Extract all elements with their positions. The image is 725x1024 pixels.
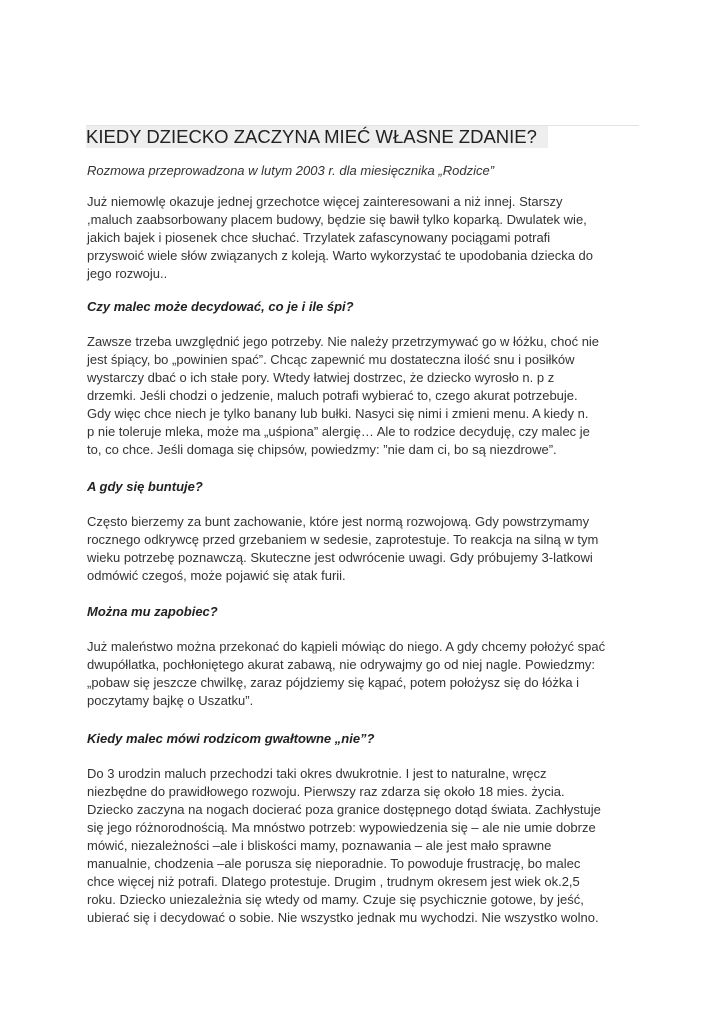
text-line: manualnie, chodzenia –ale porusza się nieporadnie. To powoduje frustrację, bo malec	[87, 856, 581, 871]
section-paragraph	[87, 638, 647, 710]
section-heading: A gdy się buntuje?	[87, 479, 203, 494]
article-subtitle: Rozmowa przeprowadzona w lutym 2003 r. dla miesięcznika „Rodzice”	[87, 163, 495, 178]
text-line: mówić, niezależności –ale i bliskości mamy, poznawania – ale jest mało sprawne	[87, 838, 552, 853]
section-heading: Można mu zapobiec?	[87, 604, 218, 619]
text-line: jakich bajek i piosenek chce słuchać. Trzylatek zafascynowany pociągami potrafi	[87, 230, 551, 245]
text-line: Dziecko zaczyna na nogach docierać poza granice dostępnego dotąd świata. Zachłystuje	[87, 802, 601, 817]
text-line: ubierać się i decydować o sobie. Nie wszystko jednak mu wychodzi. Nie wszystko wolno.	[87, 910, 599, 925]
article-title: KIEDY DZIECKO ZACZYNA MIEĆ WŁASNE ZDANIE?	[86, 126, 548, 148]
text-line: Już niemowlę okazuje jednej grzechotce więcej zainteresowani a niż innej. Starszy	[87, 194, 563, 209]
intro-paragraph	[87, 193, 647, 283]
section-paragraph	[87, 765, 647, 927]
text-line: Gdy więc chce niech je tylko banany lub bułki. Nasyci się nimi i zmieni menu. A kiedy n.	[87, 406, 589, 421]
text-line: przyswoić wiele słów związanych z koleją. Warto wykorzystać te upodobania dziecka do	[87, 248, 594, 263]
section-heading: Czy malec może decydować, co je i ile śpi?	[87, 299, 354, 314]
text-line: dwupółlatka, pochłoniętego akurat zabawą, nie odrywajmy go od niej nagle. Powiedzmy:	[87, 657, 596, 672]
text-line: jest śpiący, bo „powinien spać”. Chcąc zapewnić mu dostateczna ilość snu i posiłków	[87, 352, 575, 367]
text-line: roku. Dziecko uniezależnia się wtedy od mamy. Czuje się psychicznie gotowe, by jeść,	[87, 892, 584, 907]
text-line: drzemki. Jeśli chodzi o jedzenie, maluch potrafi wybierać to, czego akurat potrzebuje.	[87, 388, 578, 403]
text-line: rocznego odkrywcę przed grzebaniem w sedesie, zaprotestuje. To reakcja na silną w tym	[87, 532, 599, 547]
text-line: odmówić czegoś, może pojawić się atak furii.	[87, 568, 346, 583]
text-line: niezbędne do prawidłowego rozwoju. Pierwszy raz zdarza się około 18 mies. życia.	[87, 784, 565, 799]
text-line: wystarczy dbać o ich stałe pory. Wtedy łatwiej dostrzec, że dziecko wyrosło n. p z	[87, 370, 555, 385]
text-line: Do 3 urodzin maluch przechodzi taki okres dwukrotnie. I jest to naturalne, wręcz	[87, 766, 547, 781]
text-line: „pobaw się jeszcze chwilkę, zaraz pójdziemy się kąpać, potem położysz się do łóżka i	[87, 675, 580, 690]
text-line: Już maleństwo można przekonać do kąpieli mówiąc do niego. A gdy chcemy położyć spać	[87, 639, 606, 654]
text-line: Często bierzemy za bunt zachowanie, które jest normą rozwojową. Gdy powstrzymamy	[87, 514, 590, 529]
text-line: chce więcej niż potrafi. Dlatego protestuje. Drugim , trudnym okresem jest wiek ok.2,5	[87, 874, 580, 889]
text-line: się jego różnorodnością. Ma mnóstwo potrzeb: wypowiedzenia się – ale nie umie dobrze	[87, 820, 596, 835]
text-line: to, co chce. Jeśli domaga się chipsów, powiedzmy: ”nie dam ci, bo są niezdrowe”.	[87, 442, 557, 457]
text-line: poczytamy bajkę o Uszatku”.	[87, 693, 254, 708]
text-line: jego rozwoju..	[87, 266, 168, 281]
text-line: wieku potrzebę poznawczą. Skuteczne jest odwrócenie uwagi. Gdy próbujemy 3-latkowi	[87, 550, 593, 565]
text-line: Zawsze trzeba uwzględnić jego potrzeby. Nie należy przetrzymywać go w łóżku, choć nie	[87, 334, 600, 349]
section-paragraph	[87, 513, 647, 585]
section-heading: Kiedy malec mówi rodzicom gwałtowne „nie”?	[87, 731, 375, 746]
text-line: p nie toleruje mleka, może ma „uśpiona” alergię… Ale to rodzice decyduję, czy malec je	[87, 424, 590, 439]
text-line: ,maluch zaabsorbowany placem budowy, będzie się bawił tylko koparką. Dwulatek wie,	[87, 212, 587, 227]
section-paragraph	[87, 333, 647, 459]
